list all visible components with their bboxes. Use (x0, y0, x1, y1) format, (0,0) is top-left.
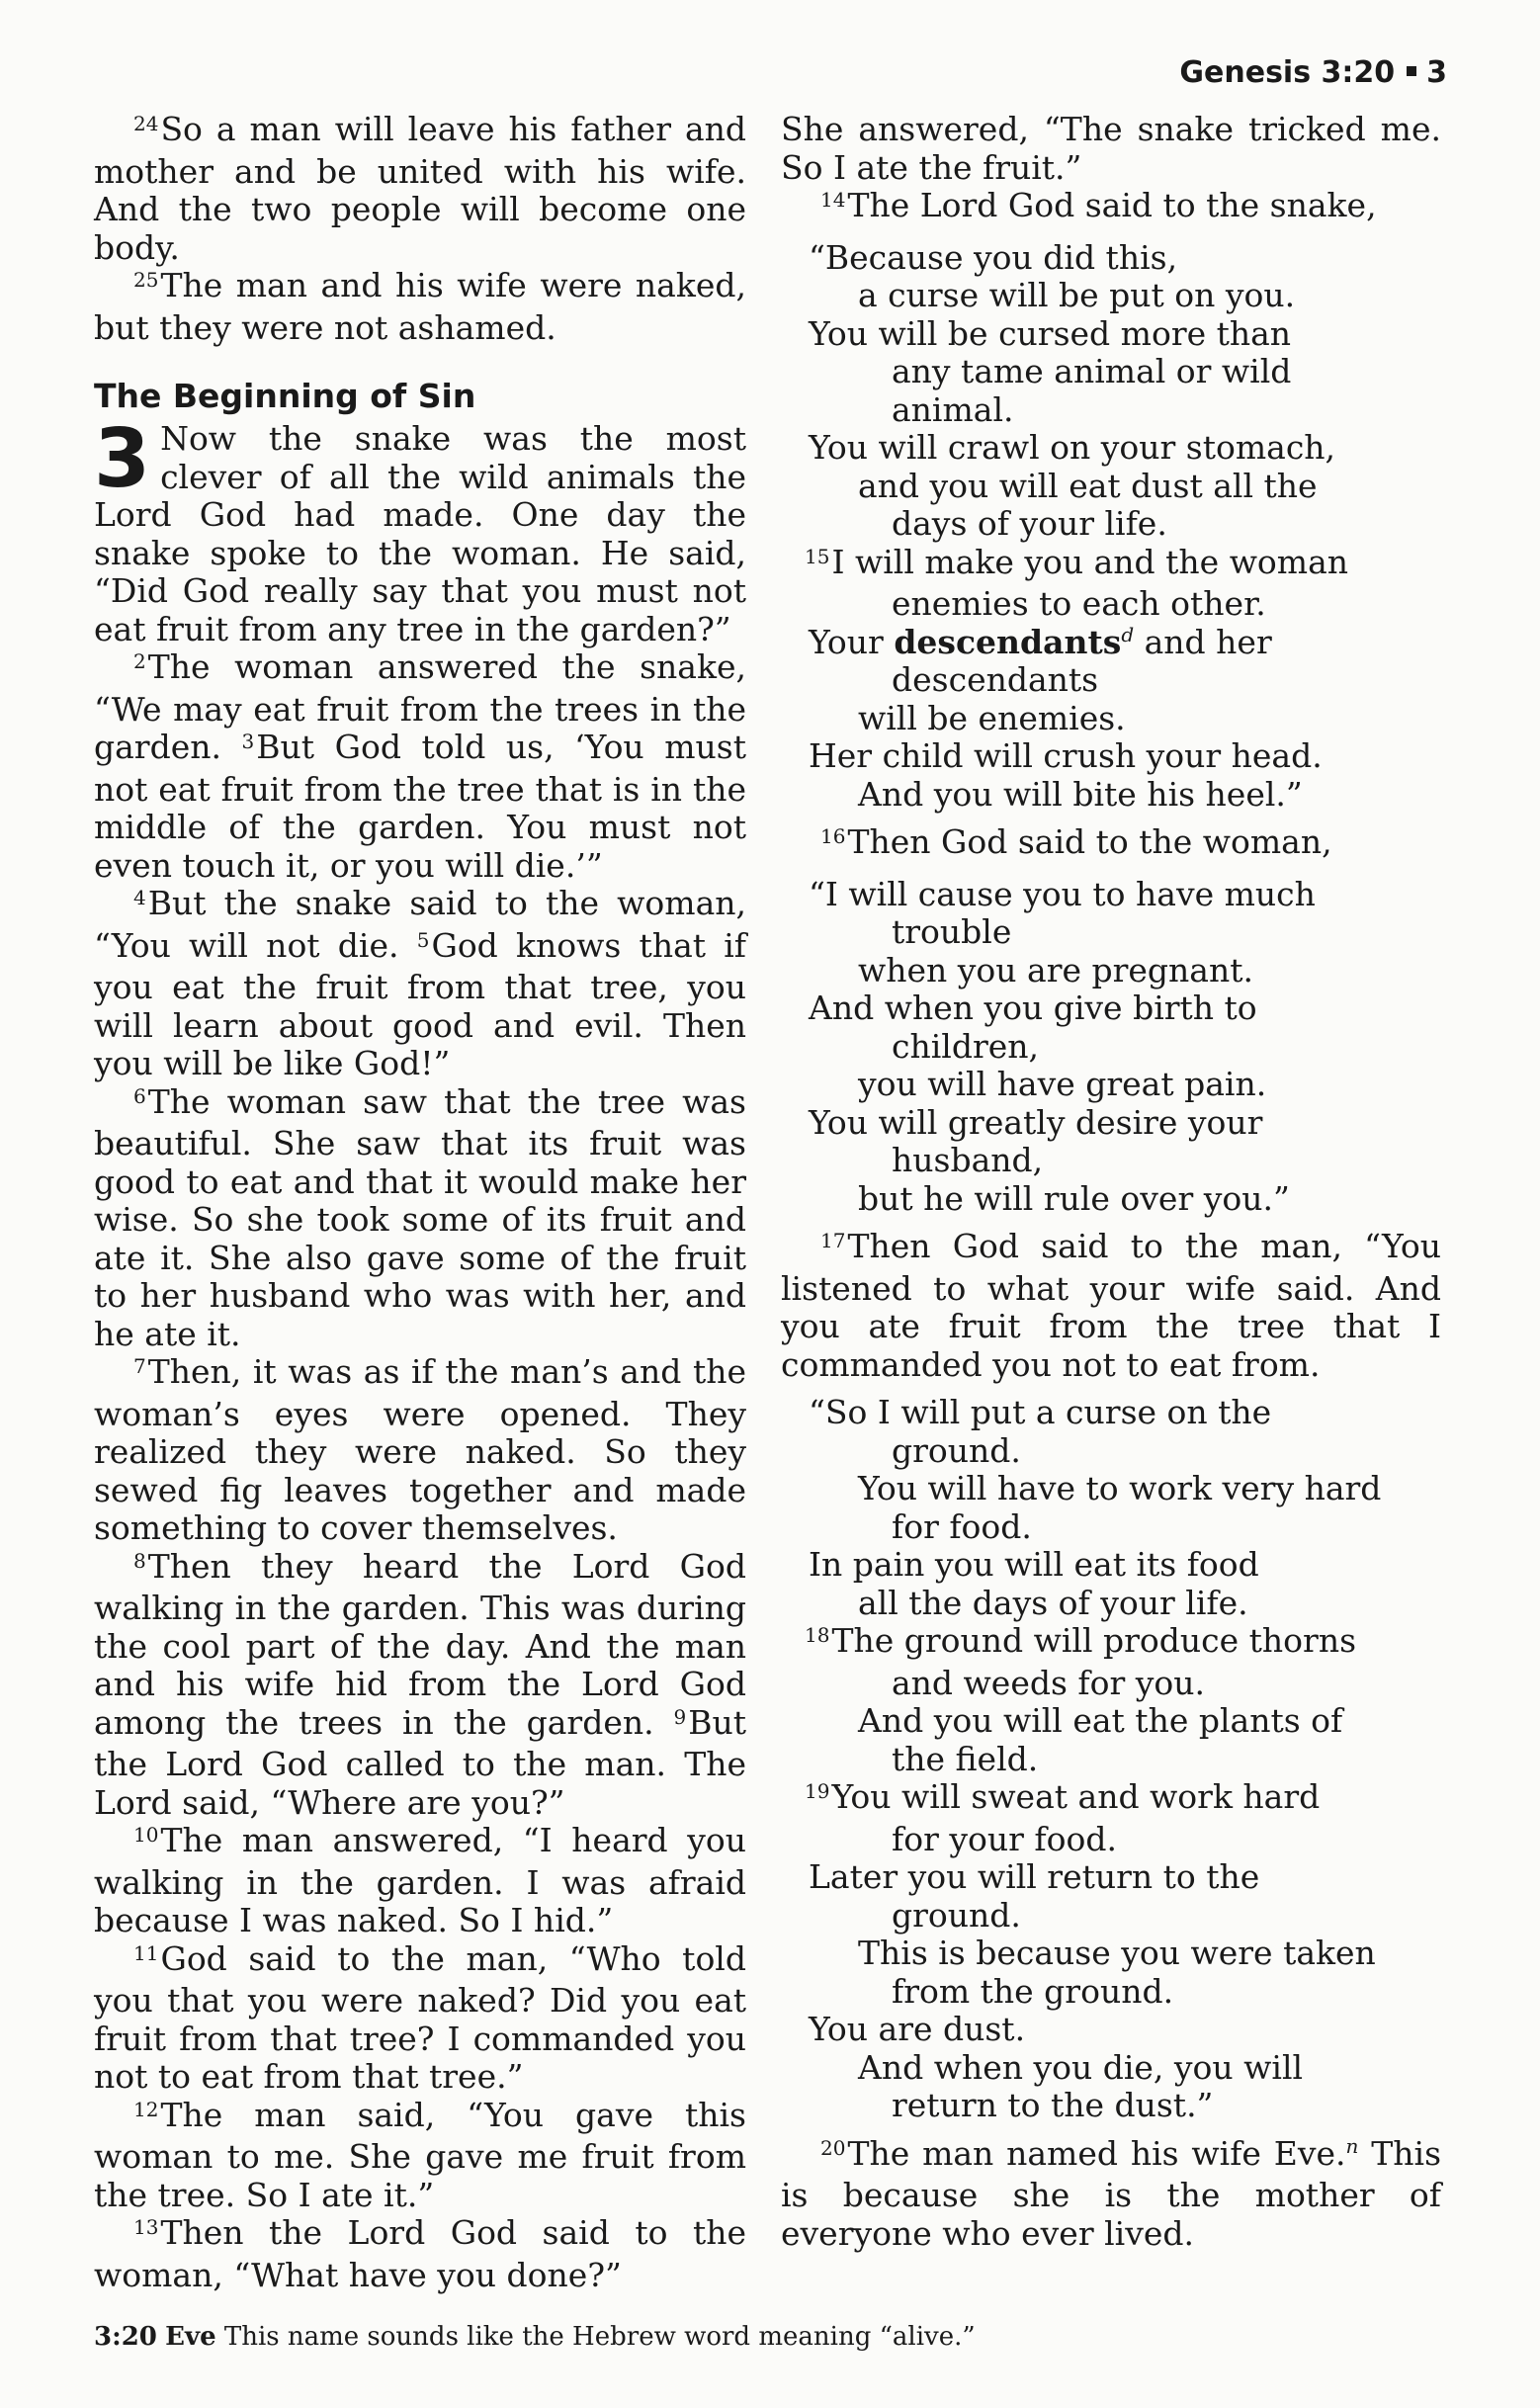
poem-line: And when you give birth to (809, 989, 1257, 1027)
poem-text: You will sweat and work hard (831, 1777, 1321, 1816)
verse-number: 16 (820, 824, 846, 848)
verse-3-10 (94, 1822, 746, 1940)
glossary-term: descendants (894, 622, 1122, 661)
poem-line (781, 544, 1441, 586)
poem-line: any tame animal or wild (892, 352, 1292, 390)
verse-3-8 (94, 1548, 746, 1823)
poem-text: The ground will produce thorns (831, 1621, 1357, 1660)
verse-text: So a man will leave his father and mother and be united with his wife. And the two people will become one body. (94, 110, 746, 267)
verse-3-4 (94, 885, 746, 1083)
poem-line: return to the dust.” (892, 2086, 1214, 2124)
verse-number: 3 (241, 730, 255, 753)
verse-text: Now the snake was the most clever of all the wild animals the Lord God had made. One day the snake spoke to the woman. He said, “Did God really say that you must not eat fruit from any tree in the garden?” (94, 419, 746, 648)
chapter-number: 3 (94, 412, 151, 506)
poem-line: for your food. (892, 1819, 1117, 1858)
poem-line: and you will eat dust all the (858, 466, 1318, 505)
poem-woman-curse (781, 876, 1441, 1219)
footnote-marker: n (1345, 2133, 1359, 2158)
verse-text: The man and his wife were naked, but they were not ashamed. (94, 266, 746, 347)
verse-number: 7 (133, 1354, 146, 1378)
verse-number: 11 (133, 1940, 159, 1965)
verse-number: 19 (805, 1779, 830, 1803)
poem-line: And you will eat the plants of (858, 1701, 1343, 1740)
verse-text: The man answered, “I heard you walking in the garden. I was afraid because I was naked. So I hid.” (94, 1821, 746, 1939)
poem-line: In pain you will eat its food (809, 1545, 1259, 1584)
footnote-text: This name sounds like the Hebrew word meaning “alive.” (223, 2322, 976, 2352)
verse-number: 9 (673, 1704, 687, 1729)
verse-2-24 (94, 111, 746, 267)
verse-3-17 (781, 1228, 1441, 1384)
poem-line: ground. (892, 1430, 1021, 1470)
header-separator (1407, 66, 1416, 76)
verse-text: Then they heard the Lord God walking in the garden. This was during the cool part of the day. And the man and his wife hid from the Lord God among the trees in the garden. (94, 1546, 746, 1742)
poem-line: And you will bite his heel.” (858, 774, 1303, 814)
poem-line (781, 1622, 1441, 1665)
verse-text: Then the Lord God said to the woman, “What have you done?” (94, 2213, 746, 2294)
poem-text: and her (1134, 622, 1272, 661)
poem-line: children, (892, 1026, 1040, 1066)
verse-number: 25 (133, 268, 159, 292)
poem-line: ground. (892, 1895, 1021, 1935)
verse-number: 24 (133, 112, 159, 135)
poem-line: “Because you did this, (809, 237, 1178, 277)
poem-line: all the days of your life. (858, 1583, 1248, 1622)
poem-line (781, 624, 1441, 662)
poem-text: Your (809, 622, 895, 661)
poem-line: you will have great pain. (858, 1065, 1267, 1103)
poem-line: will be enemies. (858, 698, 1126, 737)
poem-line: and weeds for you. (892, 1663, 1205, 1702)
poem-snake-curse (781, 239, 1441, 815)
poem-line: And when you die, you will (858, 2047, 1304, 2087)
section-heading: The Beginning of Sin (94, 377, 476, 415)
verse-3-2 (94, 648, 746, 885)
verse-2-25 (94, 267, 746, 347)
verse-number: 15 (805, 544, 830, 568)
verse-number: 10 (133, 1823, 159, 1847)
verse-text: Then, it was as if the man’s and the woman’s eyes were opened. They realized they were naked. So they sewed fig leaves together and made something to cover themselves. (94, 1352, 746, 1547)
verse-number: 18 (805, 1623, 830, 1647)
poem-line: Her child will crush your head. (809, 736, 1323, 775)
verse-3-1 (94, 412, 746, 648)
poem-line: the field. (892, 1739, 1039, 1778)
footnote-ref: 3:20 (94, 2322, 157, 2352)
poem-line: animal. (892, 389, 1014, 429)
poem-line: “So I will put a curse on the (809, 1393, 1272, 1431)
verse-3-20 (781, 2135, 1441, 2254)
verse-3-7 (94, 1353, 746, 1548)
left-column (94, 111, 746, 2294)
page-number: 3 (1426, 55, 1447, 90)
poem-line: enemies to each other. (892, 584, 1266, 623)
poem-line: “I will cause you to have much (809, 874, 1316, 913)
verse-text: God said to the man, “Who told you that you were naked? Did you eat fruit from that tree? I commanded you not to eat from that tree.” (94, 1938, 746, 2096)
poem-line: You will be cursed more than (809, 313, 1292, 353)
verse-text: God knows that if you eat the fruit from that tree, you will learn about good and evil. Then you will be like God!” (94, 925, 746, 1082)
verse-text: The man named his wife Eve. (847, 2133, 1346, 2173)
footnote-term: Eve (165, 2322, 216, 2352)
verse-3-16 (781, 823, 1441, 866)
poem-line: You will greatly desire your (809, 1102, 1263, 1142)
verse-number: 14 (820, 188, 846, 212)
verse-text: This is because she is the mother of everyone who ever lived. (781, 2133, 1442, 2253)
poem-line: for food. (892, 1506, 1032, 1546)
poem-line: You will have to work very hard (858, 1469, 1382, 1507)
poem-text: I will make you and the woman (831, 542, 1349, 581)
poem-ground-curse (781, 1394, 1441, 2125)
verse-text: Then God said to the man, “You listened to what your wife said. And you ate fruit from the tree that I commanded you not to eat from. (781, 1227, 1441, 1384)
poem-line: from the ground. (892, 1971, 1174, 2011)
verse-text: The Lord God said to the snake, (847, 186, 1377, 224)
running-header (1179, 55, 1447, 90)
poem-line: a curse will be put on you. (858, 276, 1296, 314)
verse-number: 20 (820, 2135, 846, 2160)
verse-number: 2 (133, 649, 146, 673)
verse-text: But God told us, ‘You must not eat fruit from the tree that is in the middle of the garden. You must not even touch it, or you will die.’” (94, 728, 746, 885)
poem-line (781, 1778, 1441, 1821)
verse-text: The woman answered the snake, “We may eat fruit from the trees in the garden. (94, 647, 746, 766)
footnote (94, 2321, 1438, 2353)
right-column (781, 111, 1441, 2253)
verse-3-6 (94, 1083, 746, 1354)
poem-line: days of your life. (892, 504, 1167, 543)
verse-text: The woman saw that the tree was beautiful. She saw that its fruit was good to eat and that it would make her wise. So she took some of its fruit and ate it. She also gave some of the fruit to her husband who was with her, and he ate it. (94, 1081, 746, 1353)
verse-number: 12 (133, 2097, 159, 2121)
poem-line: husband, (892, 1141, 1044, 1179)
poem-line: You are dust. (809, 2010, 1026, 2048)
poem-line: Later you will return to the (809, 1857, 1260, 1896)
verse-3-14 (781, 187, 1441, 229)
poem-line: when you are pregnant. (858, 950, 1253, 989)
poem-line: trouble (892, 912, 1012, 951)
poem-line: descendants (892, 660, 1099, 699)
verse-3-13-continued: She answered, “The snake tricked me. So I ate the fruit.” (781, 110, 1441, 187)
verse-number: 8 (133, 1548, 146, 1573)
verse-number: 6 (133, 1083, 146, 1108)
header-book-ref: Genesis 3:20 (1179, 55, 1396, 90)
verse-number: 13 (133, 2215, 159, 2239)
verse-text: Then God said to the woman, (847, 822, 1332, 861)
poem-line: This is because you were taken (858, 1934, 1376, 1972)
poem-line: You will crawl on your stomach, (809, 428, 1336, 467)
poem-line: but he will rule over you.” (858, 1178, 1290, 1218)
verse-3-11 (94, 1940, 746, 2097)
verse-number: 5 (416, 927, 430, 952)
verse-number: 17 (820, 1229, 846, 1252)
verse-text: But the Lord God called to the man. The Lord said, “Where are you?” (94, 1702, 746, 1822)
verse-3-13 (94, 2214, 746, 2294)
footnote-marker: d (1121, 622, 1135, 646)
verse-text: But the snake said to the woman, “You will not die. (94, 884, 746, 965)
verse-3-12 (94, 2097, 746, 2215)
verse-number: 4 (133, 886, 146, 909)
verse-text: The man said, “You gave this woman to me. She gave me fruit from the tree. So I ate it.” (94, 2095, 746, 2214)
